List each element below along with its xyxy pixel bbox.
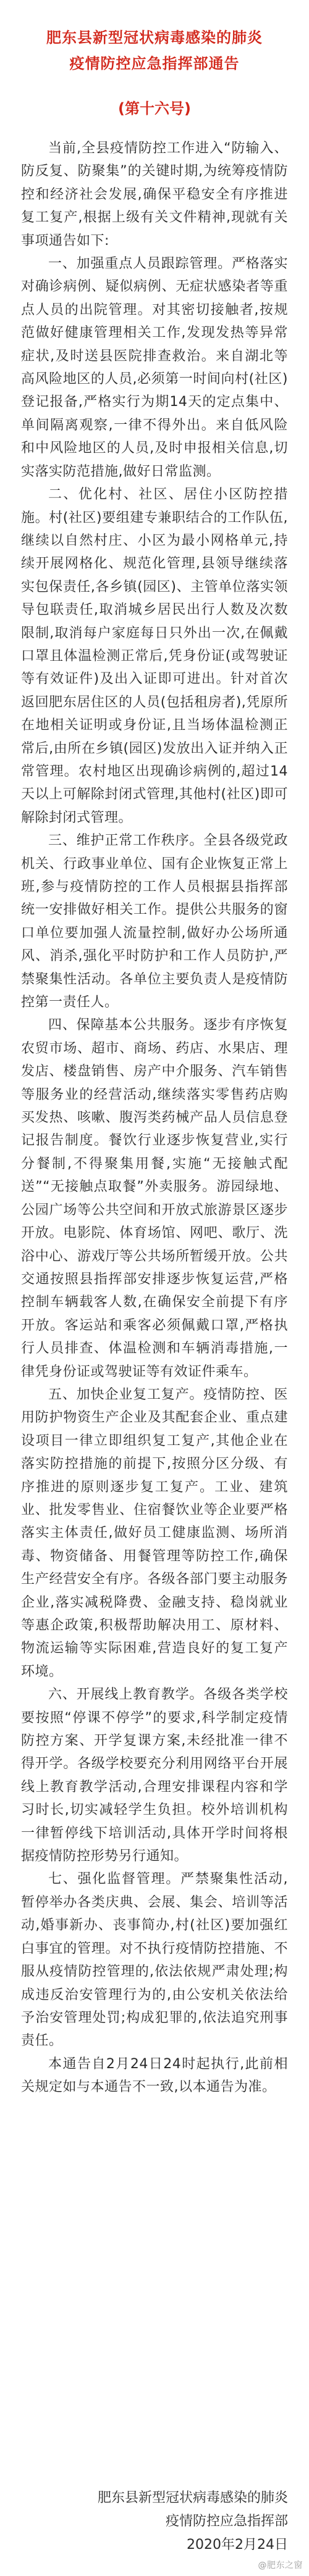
signature-org-line2: 疫情防控应急指挥部 [165,2514,288,2529]
section-5-paragraph: 五、加快企业复工复产。疫情防控、医用防护物资生产企业及其配套企业、重点建设项目一律立即组织复工复产,其他企业在落实防控措施的前提下,按照分区分级、有序推进的原则逐步复工复产。工业、建筑业、批发零售业、住宿餐饮业等企业要严格落实主体责任,做好员工健康监测、场所消毒、物资储备、用餐管理等防控工作,确保生产经营安全有序。各级各部门要主动服务企业,落实减税降费、金融支持、稳岗就业等惠企政策,积极帮助解决用工、原材料、物流运输等实际困难,营造良好的复工复产环境。 [21,1386,288,1679]
section-3-paragraph: 三、维护正常工作秩序。全县各级党政机关、行政事业单位、国有企业恢复正常上班,参与疫情防控的工作人员根据县指挥部统一安排做好相关工作。提供公共服务的窗口单位要加强人流量控制,做好办公场所通风、消杀,强化平时防护和工作人员防护,严禁聚集性活动。各单位主要负责人是疫情防控第一责任人。 [21,833,288,1011]
section-7-paragraph: 七、强化监督管理。严禁聚集性活动,暂停举办各类庆典、会展、集会、培训等活动,婚事新办、丧事简办,村(社区)要加强红白事宜的管理。对不执行疫情防控措施、不服从疫情防控管理的,依法依规严肃处理;构成违反治安管理行为的,由公安机关依法给予治安管理处罚;构成犯罪的,依法追究刑事责任。 [21,1871,288,2049]
section-4-paragraph: 四、保障基本公共服务。逐步有序恢复农贸市场、超市、商场、药店、水果店、理发店、楼盘销售、房产中介服务、汽车销售等服务业的经营活动,继续落实零售药店购买发热、咳嗽、腹泻类药械产品人员信息登记报告制度。餐饮行业逐步恢复营业,实行分餐制,不得聚集用餐,实施“无接触式配送”“无接触点取餐”外卖服务。游园绿地、公园广场等公共空间和开放式旅游景区逐步开放。电影院、体育场馆、网吧、歌厅、洗浴中心、游戏厅等公共场所暂缓开放。公共交通按照县指挥部安排逐步恢复运营,严格控制车辆载客人数,在确保安全前提下有序开放。客运站和乘客必须佩戴口罩,严格执行人员排查、体温检测和车辆消毒措施,一律凭身份证或驾驶证等有效证件乘车。 [21,1017,288,1380]
section-1-paragraph: 一、加强重点人员跟踪管理。严格落实对确诊病例、疑似病例、无症状感染者等重点人员的出院管理。对其密切接触者,按规范做好健康管理相关工作,发现发热等异常症状,及时送县医院排查救治。来自湖北等高风险地区的人员,必须第一时间向村(社区)登记报备,严格实行为期14天的定点集中、单间隔离观察,一律不得外出。来自低风险和中风险地区的人员,及时申报相关信息,切实落实防范措施,做好日常监测。 [21,256,288,479]
notice-title-line1: 肥东县新型冠状病毒感染的肺炎 [46,29,263,46]
notice-number: (第十六号) [118,100,191,117]
section-6-paragraph: 六、开展线上教育教学。各级各类学校要按照“停课不停学”的要求,科学制定疫情防控方案、开学复课方案,未经批准一律不得开学。各级学校要充分利用网络平台开展线上教育教学活动,合理安排课程内容和学习时长,切实减轻学生负担。校外培训机构一律暂停线下培训活动,具体开学时间将根据疫情防控形势另行通知。 [21,1687,288,1865]
signature-org-line1: 肥东县新型冠状病毒感染的肺炎 [97,2490,288,2506]
signature-date: 2020年2月24日 [187,2537,288,2553]
effective-date-paragraph: 本通告自2月24日24时起执行,此前相关规定如与本通告不一致,以本通告为准。 [21,2056,288,2095]
watermark-text: @肥东之窗 [258,2561,303,2570]
notice-title [21,25,288,77]
notice-title-line2: 疫情防控应急指挥部通告 [69,55,240,72]
intro-paragraph: 当前,全县疫情防控工作进入“防输入、防反复、防聚集”的关键时期,为统筹疫情防控和经济社会发展,确保平稳安全有序推进复工复产,根据上级有关文件精神,现就有关事项通告如下: [21,141,288,249]
section-2-paragraph: 二、优化村、社区、居住小区防控措施。村(社区)要组建专兼职结合的工作队伍,继续以自然村庄、小区为最小网格单元,持续开展网格化、规范化管理,县领导继续落实包保责任,各乡镇(园区)、主管单位落实领导包联责任,取消城乡居民出行人数及次数限制,取消每户家庭每日只外出一次,在佩戴口罩且体温检测正常后,凭身份证(或驾驶证等有效证件)及出入证即可进出。针对首次返回肥东居住区的人员(包括租房者),凭原所在地相关证明或身份证,且当场体温检测正常后,由所在乡镇(园区)发放出入证并纳入正常管理。农村地区出现确诊病例的,超过14天以上可解除封闭式管理,其他村(社区)即可解除封闭式管理。 [21,487,288,826]
